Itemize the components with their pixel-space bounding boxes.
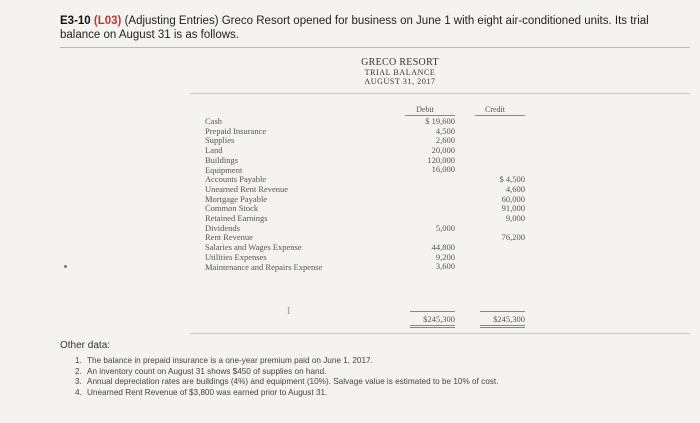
account-name: Prepaid Insurance	[205, 125, 267, 136]
account-name: Utilities Expenses	[205, 251, 267, 262]
debit-amount	[395, 204, 455, 214]
account-list	[205, 117, 395, 272]
credit-amount	[465, 156, 525, 166]
debit-amount: 44,800	[431, 241, 455, 252]
credit-amount: 91,000	[501, 203, 525, 214]
account-name: Salaries and Wages Expense	[205, 242, 302, 253]
account-name: Maintenance and Repairs Expense	[205, 261, 323, 272]
debit-amount: 4,500	[435, 125, 455, 136]
other-data-list	[75, 356, 685, 398]
account-name: Retained Earnings	[205, 213, 268, 224]
company-name: GRECO RESORT	[361, 57, 439, 68]
debit-amount: 20,000	[431, 145, 455, 156]
exercise-code: E3-10	[60, 15, 91, 27]
debit-column	[395, 117, 455, 272]
list-item	[75, 377, 685, 388]
total-credit: $245,300	[493, 314, 525, 324]
credit-amount	[465, 262, 525, 272]
debit-amount: 9,200	[435, 251, 455, 262]
problem-statement	[60, 14, 680, 42]
account-name: Rent Revenue	[205, 232, 253, 243]
credit-amount	[465, 146, 525, 156]
statement-date: AUGUST 31, 2017	[364, 77, 436, 86]
debit-amount: 5,000	[435, 222, 455, 233]
item-number: 2.	[75, 366, 82, 376]
total-debit: $245,300	[423, 314, 455, 324]
item-number: 4.	[75, 387, 82, 397]
debit-double-rule-1	[410, 325, 455, 326]
item-number: 3.	[75, 377, 82, 386]
account-name: Cash	[205, 116, 222, 126]
debit-amount	[395, 185, 455, 195]
trial-balance-header	[300, 57, 500, 86]
debit-amount: 3,600	[435, 261, 455, 272]
list-item	[75, 367, 685, 378]
item-number: 1.	[75, 356, 82, 365]
account-name: Common Stock	[205, 203, 259, 214]
bullet-dot	[64, 265, 67, 268]
credit-amount	[465, 243, 525, 253]
credit-amount	[465, 253, 525, 263]
item-text: The balance in prepaid insurance is a one-year premium paid on June 1, 2017.	[87, 356, 373, 365]
debit-double-rule-2	[410, 327, 455, 328]
credit-amount: 9,000	[505, 212, 525, 223]
problem-text: (Adjusting Entries) Greco Resort opened for business on June 1 with eight air-conditioned units. Its trial balance on August 31 is as follows.	[60, 15, 649, 41]
credit-column-header: Credit	[485, 105, 505, 114]
text-cursor-icon: I	[287, 306, 291, 317]
debit-amount: $ 19,600	[425, 116, 455, 126]
credit-double-rule-2	[480, 327, 525, 328]
credit-total-rule	[480, 311, 525, 312]
account-name: Mortgage Payable	[205, 193, 268, 204]
debit-amount: 2,600	[435, 135, 455, 146]
debit-amount: 120,000	[427, 154, 455, 165]
statement-title: TRIAL BALANCE	[364, 68, 436, 77]
credit-amount	[465, 117, 525, 127]
credit-amount	[465, 127, 525, 137]
account-name: Supplies	[205, 135, 235, 146]
account-name: Unearned Rent Revenue	[205, 183, 289, 194]
item-text: Annual depreciation rates are buildings (4%) and equipment (10%). Salvage value is estimated to be 10% of cost.	[87, 377, 499, 386]
account-name: Buildings	[205, 154, 239, 165]
other-data-title: Other data:	[60, 340, 111, 351]
item-text: Unearned Rent Revenue of $3,800 was earned prior to August 31.	[87, 387, 328, 397]
credit-amount: 60,000	[501, 193, 525, 204]
credit-amount: 4,600	[505, 183, 525, 194]
account-name: Accounts Payable	[205, 174, 267, 185]
credit-amount: 76,200	[501, 232, 525, 243]
debit-amount	[395, 175, 455, 185]
credit-column	[465, 117, 525, 272]
header-divider	[190, 93, 690, 94]
account-name: Land	[205, 145, 223, 156]
account-name: Equipment	[205, 164, 243, 175]
divider	[60, 47, 690, 48]
debit-column-header: Debit	[416, 105, 434, 114]
footer-divider	[190, 333, 690, 334]
credit-amount	[465, 136, 525, 146]
debit-amount	[395, 195, 455, 205]
list-item	[75, 356, 685, 367]
credit-amount: $ 4,500	[499, 174, 525, 185]
credit-double-rule-1	[480, 325, 525, 326]
debit-amount: 16,000	[431, 164, 455, 175]
item-text: An inventory count on August 31 shows $450 of supplies on hand.	[87, 366, 327, 376]
learning-objective: (L03)	[93, 15, 122, 27]
list-item	[75, 388, 685, 399]
account-name: Dividends	[205, 222, 240, 233]
debit-total-rule	[410, 311, 455, 312]
credit-header-rule	[475, 115, 525, 116]
